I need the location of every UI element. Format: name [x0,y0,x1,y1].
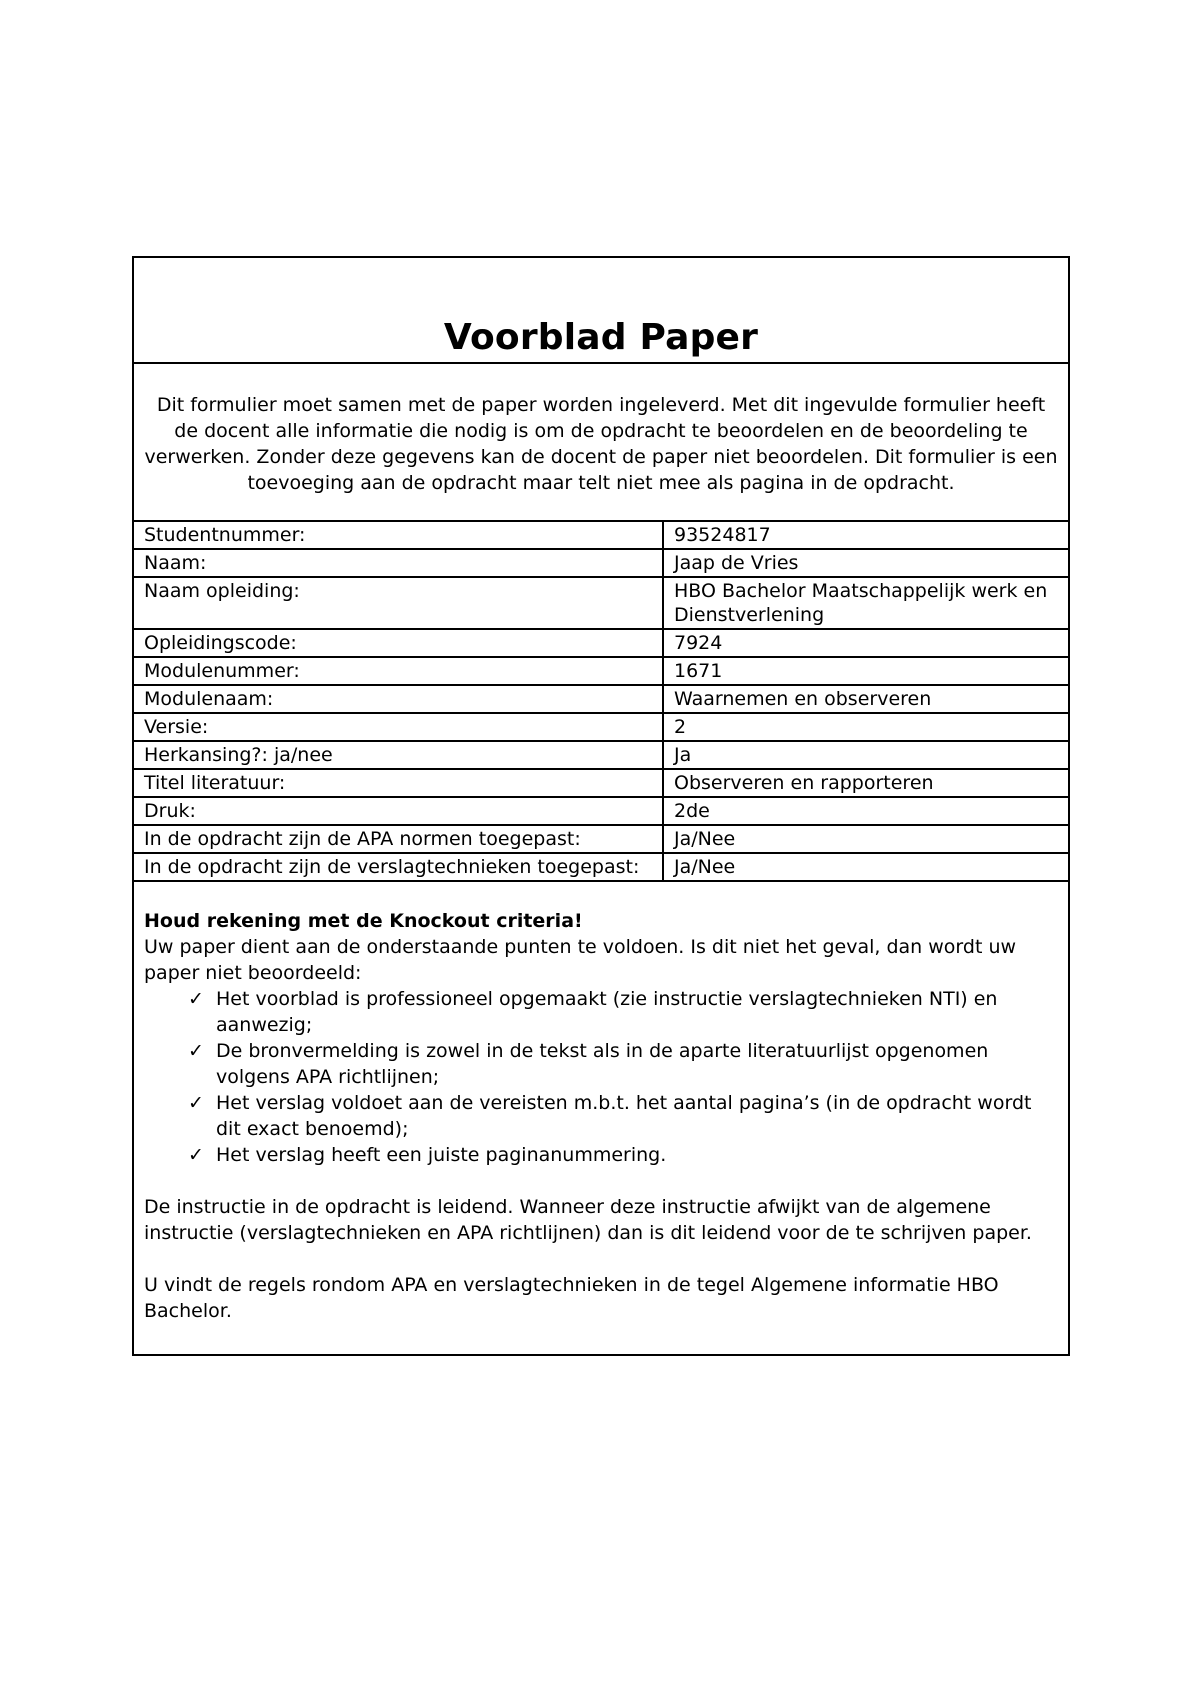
field-label: In de opdracht zijn de APA normen toegepast: [134,825,663,853]
field-value: Ja [663,741,1068,769]
field-label: In de opdracht zijn de verslagtechnieken toegepast: [134,853,663,881]
checkmark-icon: ✓ [188,1144,204,1166]
checkmark-icon: ✓ [188,1092,204,1114]
criterion-text: Het voorblad is professioneel opgemaakt (zie instructie verslagtechnieken NTI) en aanwezig; [216,988,998,1036]
list-item [184,1090,1058,1142]
criterion-text: De bronvermelding is zowel in de tekst als in de aparte literatuurlijst opgenomen volgens APA richtlijnen; [216,1040,989,1088]
field-label: Opleidingscode: [134,629,663,657]
table-row [134,685,1068,713]
criterion-text: Het verslag voldoet aan de vereisten m.b.t. het aantal pagina’s (in de opdracht wordt dit exact benoemd); [216,1092,1032,1140]
title-cell [134,258,1068,364]
fields-table [134,522,1068,882]
field-label: Naam opleiding: [134,577,663,629]
table-row [134,713,1068,741]
field-label: Titel literatuur: [134,769,663,797]
field-label: Modulenummer: [134,657,663,685]
field-label: Naam: [134,549,663,577]
field-label: Druk: [134,797,663,825]
table-row [134,657,1068,685]
knockout-section [134,882,1068,1354]
spacer [144,1168,1058,1194]
intro-text: Dit formulier moet samen met de paper worden ingeleverd. Met dit ingevulde formulier heeft de docent alle informatie die nodig is om de opdracht te beoordelen en de beoordeling te verwerken. Zonder deze gegevens kan de docent de paper niet beoordelen. Dit formulier is een toevoeging aan de opdracht maar telt niet mee als pagina in de opdracht. [134,364,1068,522]
field-value: Waarnemen en observeren [663,685,1068,713]
field-value: Ja/Nee [663,853,1068,881]
spacer [144,1246,1058,1272]
page-title: Voorblad Paper [443,317,759,358]
table-row [134,522,1068,549]
field-value: 93524817 [663,522,1068,549]
checkmark-icon: ✓ [188,1040,204,1062]
knockout-heading: Houd rekening met de Knockout criteria! [144,910,583,932]
table-row [134,741,1068,769]
rules-text: U vindt de regels rondom APA en verslagtechnieken in de tegel Algemene informatie HBO Bachelor. [144,1274,999,1322]
field-label: Studentnummer: [134,522,663,549]
table-row [134,797,1068,825]
field-value: 2de [663,797,1068,825]
knockout-intro: Uw paper dient aan de onderstaande punten te voldoen. Is dit niet het geval, dan wordt uw paper niet beoordeeld: [144,936,1017,984]
table-row [134,769,1068,797]
list-item [184,1142,1058,1168]
criterion-text: Het verslag heeft een juiste paginanummering. [216,1144,667,1166]
table-row [134,853,1068,881]
field-value: 2 [663,713,1068,741]
instruction-text: De instructie in de opdracht is leidend. Wanneer deze instructie afwijkt van de algemene instructie (verslagtechnieken en APA richtlijnen) dan is dit leidend voor de te schrijven paper. [144,1196,1032,1244]
table-row [134,629,1068,657]
table-row [134,825,1068,853]
field-value: 7924 [663,629,1068,657]
field-label: Versie: [134,713,663,741]
field-value: 1671 [663,657,1068,685]
table-row [134,549,1068,577]
field-label: Herkansing?: ja/nee [134,741,663,769]
criteria-list [144,986,1058,1168]
list-item [184,1038,1058,1090]
field-value: Jaap de Vries [663,549,1068,577]
cover-form [132,256,1070,1356]
field-value: Observeren en rapporteren [663,769,1068,797]
field-value: HBO Bachelor Maatschappelijk werk en Dienstverlening [663,577,1068,629]
table-row [134,577,1068,629]
checkmark-icon: ✓ [188,988,204,1010]
field-value: Ja/Nee [663,825,1068,853]
field-label: Modulenaam: [134,685,663,713]
list-item [184,986,1058,1038]
